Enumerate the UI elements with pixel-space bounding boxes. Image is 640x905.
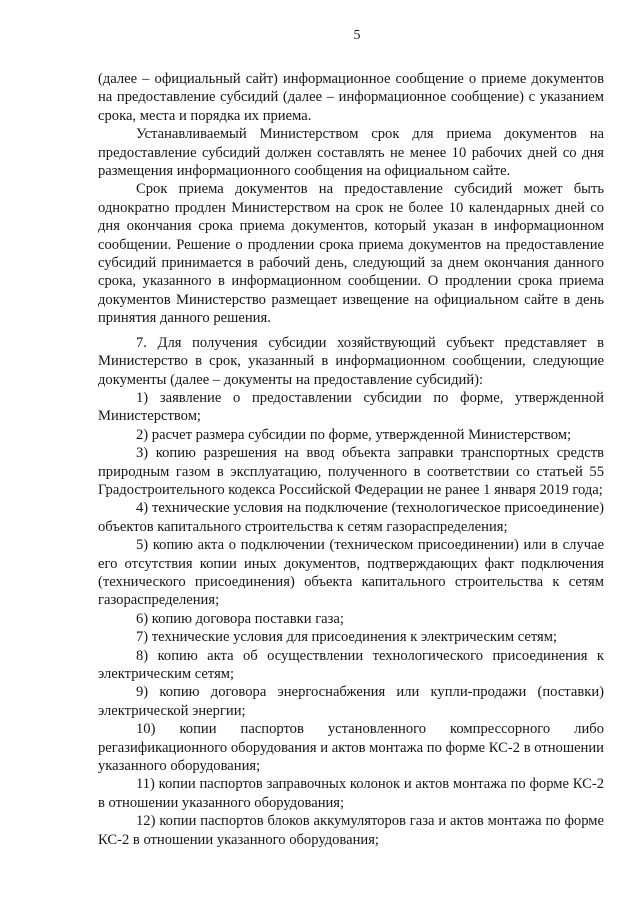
list-item-2: 2) расчет размера субсидии по форме, утвержденной Министерством; bbox=[136, 426, 572, 443]
list-item-4: 4) технические условия на подключение (технологическое присоединение) объектов капитального строительства к сетям газораспределения; bbox=[98, 500, 604, 535]
list-item-10: 10) копии паспортов установленного компрессорного либо регазификационного оборудования и актов монтажа по форме КС-2 в отношении указанного оборудования; bbox=[98, 721, 604, 775]
list-item-3: 3) копию разрешения на ввод объекта заправки транспортных средств природным газом в эксплуатацию, полученного в соответствии со статьей 55 Градостроительного кодекса Российской Федерации не ранее 1 января 2019 года; bbox=[98, 445, 604, 498]
list-item-9: 9) копию договора энергоснабжения или купли-продажи (поставки) электрической энергии; bbox=[98, 684, 604, 719]
list-item-5: 5) копию акта о подключении (техническом присоединении) или в случае его отсутствия копии иных документов, подтверждающих факт подключения (технического присоединения) объекта капитального строительства к сетям газораспределения; bbox=[98, 537, 604, 609]
paragraph-extension: Срок приема документов на предоставление субсидий может быть однократно продлен Министерством на срок не более 10 календарных дней со дня окончания срока приема документов, который указан в информационном сообщении. Решение о продлении срока приема документов на предоставление субсидий принимается в рабочий день, следующий за днем окончания данного срока, указанного в информационном сообщении. О продлении срока приема документов Министерство размещает извещение на официальном сайте в день принятия данного решения. bbox=[98, 181, 604, 327]
list-item-12: 12) копии паспортов блоков аккумуляторов газа и актов монтажа по форме КС-2 в отношении указанного оборудования; bbox=[98, 813, 604, 848]
list-item-6: 6) копию договора поставки газа; bbox=[136, 610, 344, 627]
list-item-1: 1) заявление о предоставлении субсидии по форме, утвержденной Министерством; bbox=[98, 389, 604, 425]
document-body bbox=[98, 70, 604, 849]
list-item-11: 11) копии паспортов заправочных колонок и актов монтажа по форме КС-2 в отношении указанного оборудования; bbox=[98, 776, 604, 811]
page-number: 5 bbox=[353, 28, 361, 43]
paragraph-deadline: Устанавливаемый Министерством срок для приема документов на предоставление субсидий должен составлять не менее 10 рабочих дней со дня размещения информационного сообщения на официальном сайте. bbox=[98, 126, 604, 180]
list-item-8: 8) копию акта об осуществлении технологического присоединения к электрическим сетям; bbox=[98, 647, 604, 682]
paragraph-continuation: (далее – официальный сайт) информационное сообщение о приеме документов на предоставление субсидий (далее – информационное сообщение) с указанием срока, места и порядка их приема. bbox=[98, 71, 604, 124]
list-item-7: 7) технические условия для присоединения к электрическим сетям; bbox=[136, 629, 558, 646]
paragraph-item-7: 7. Для получения субсидии хозяйствующий субъект представляет в Министерство в срок, указанный в информационном сообщении, следующие документы (далее – документы на предоставление субсидий): bbox=[98, 334, 604, 388]
